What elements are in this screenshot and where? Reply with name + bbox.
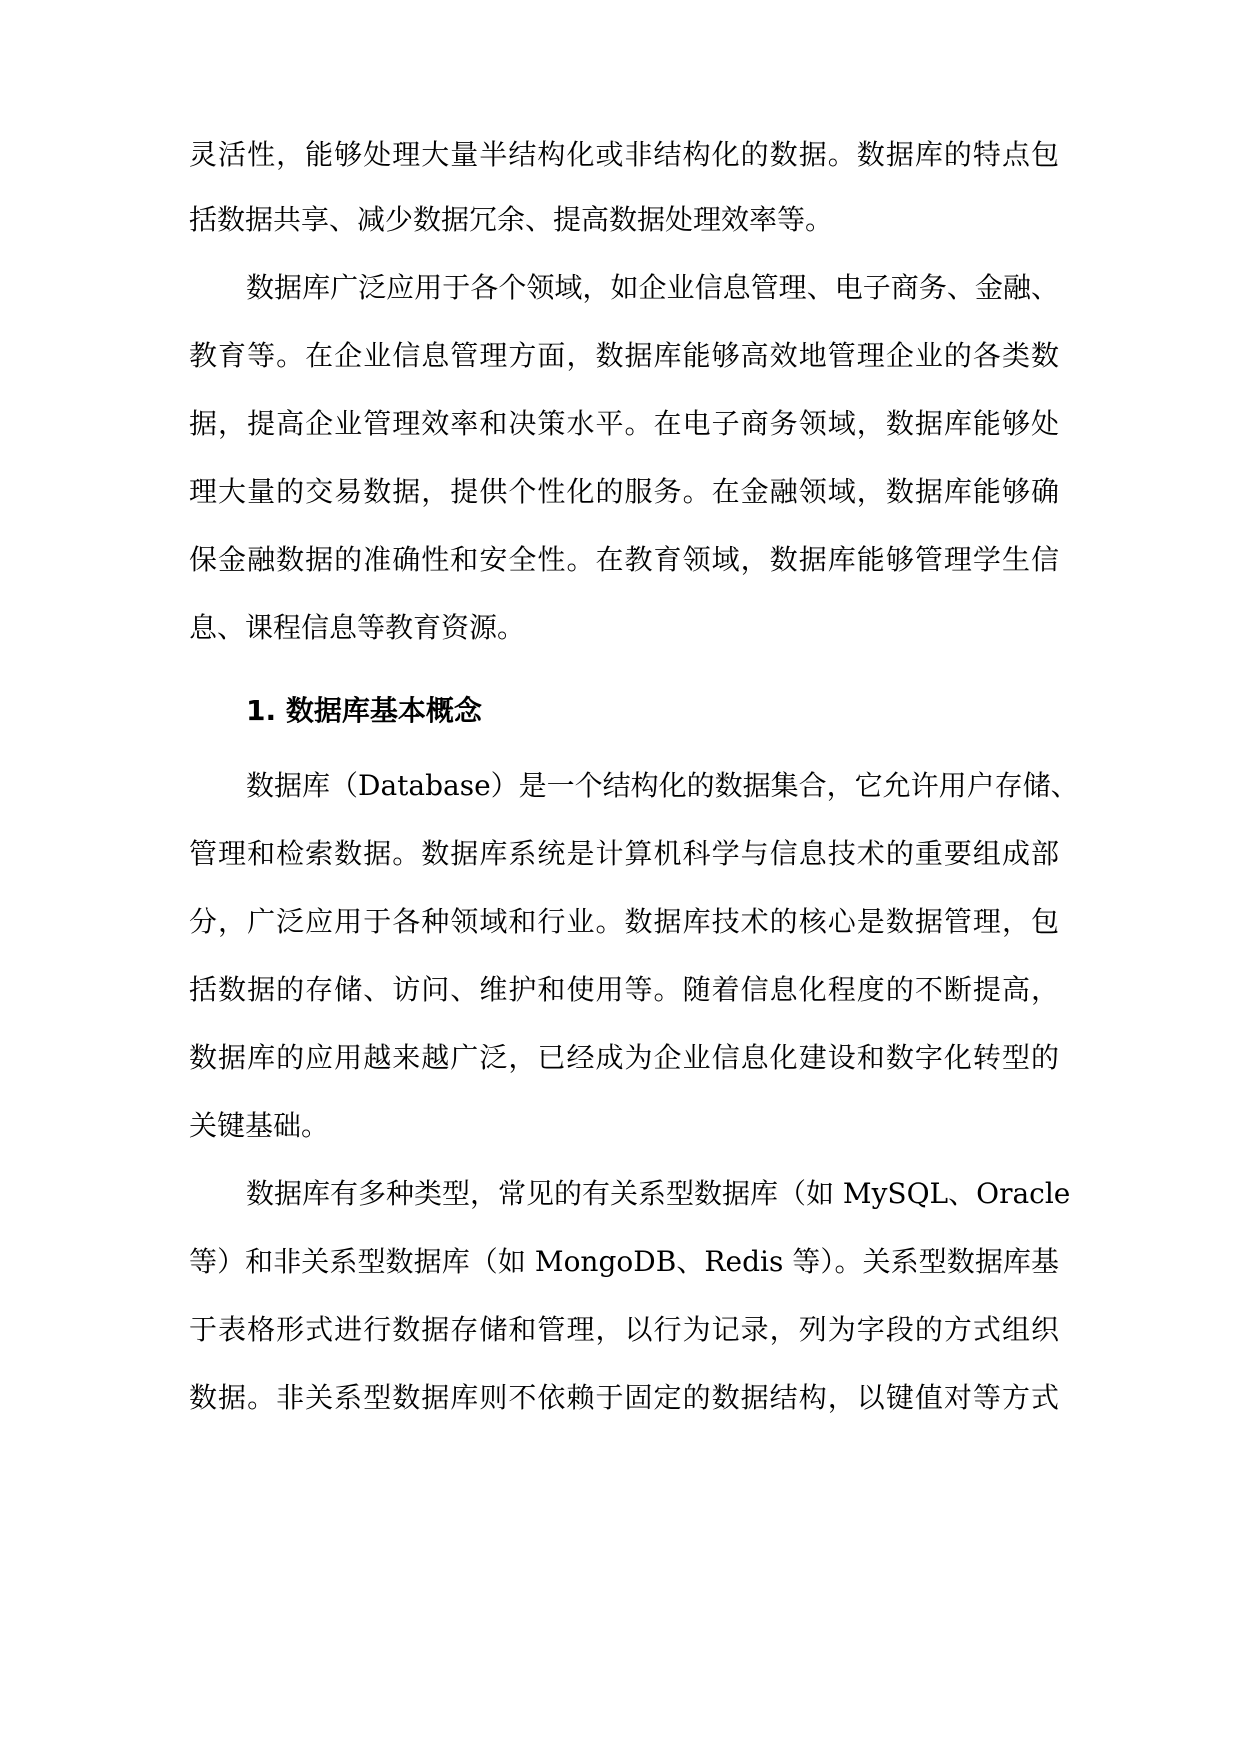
paragraph-3-line-1: 数据库（Database）是一个结构化的数据集合，它允许用户存储、 xyxy=(246,769,1079,802)
paragraph-2-line-1: 数据库广泛应用于各个领域，如企业信息管理、电子商务、金融、 xyxy=(246,271,1059,304)
paragraph-2-line-4: 理大量的交易数据，提供个性化的服务。在金融领域，数据库能够确 xyxy=(189,475,1059,508)
paragraph-2-line-6: 息、课程信息等教育资源。 xyxy=(189,611,526,644)
paragraph-2-line-5: 保金融数据的准确性和安全性。在教育领域，数据库能够管理学生信 xyxy=(189,543,1059,576)
paragraph-2-line-2: 教育等。在企业信息管理方面，数据库能够高效地管理企业的各类数 xyxy=(189,339,1059,372)
paragraph-2-line-3: 据，提高企业管理效率和决策水平。在电子商务领域，数据库能够处 xyxy=(189,407,1059,440)
paragraph-3-line-2: 管理和检索数据。数据库系统是计算机科学与信息技术的重要组成部 xyxy=(189,837,1059,870)
paragraph-3-line-6: 关键基础。 xyxy=(189,1109,330,1142)
paragraph-3-line-5: 数据库的应用越来越广泛，已经成为企业信息化建设和数字化转型的 xyxy=(189,1041,1059,1074)
paragraph-4-line-2: 等）和非关系型数据库（如 MongoDB、Redis 等）。关系型数据库基 xyxy=(189,1245,1059,1278)
paragraph-3-line-4: 括数据的存储、访问、维护和使用等。随着信息化程度的不断提高， xyxy=(189,973,1059,1006)
paragraph-4-line-4: 数据。非关系型数据库则不依赖于固定的数据结构，以键值对等方式 xyxy=(189,1381,1059,1414)
paragraph-3-line-3: 分，广泛应用于各种领域和行业。数据库技术的核心是数据管理，包 xyxy=(189,905,1059,938)
paragraph-1-line-1: 灵活性，能够处理大量半结构化或非结构化的数据。数据库的特点包 xyxy=(189,138,1059,171)
paragraph-4-line-1: 数据库有多种类型，常见的有关系型数据库（如 MySQL、Oracle xyxy=(246,1177,1071,1210)
paragraph-1-line-2: 括数据共享、减少数据冗余、提高数据处理效率等。 xyxy=(189,203,834,236)
section-heading: 1. 数据库基本概念 xyxy=(246,694,482,727)
paragraph-4-line-3: 于表格形式进行数据存储和管理，以行为记录，列为字段的方式组织 xyxy=(189,1313,1059,1346)
